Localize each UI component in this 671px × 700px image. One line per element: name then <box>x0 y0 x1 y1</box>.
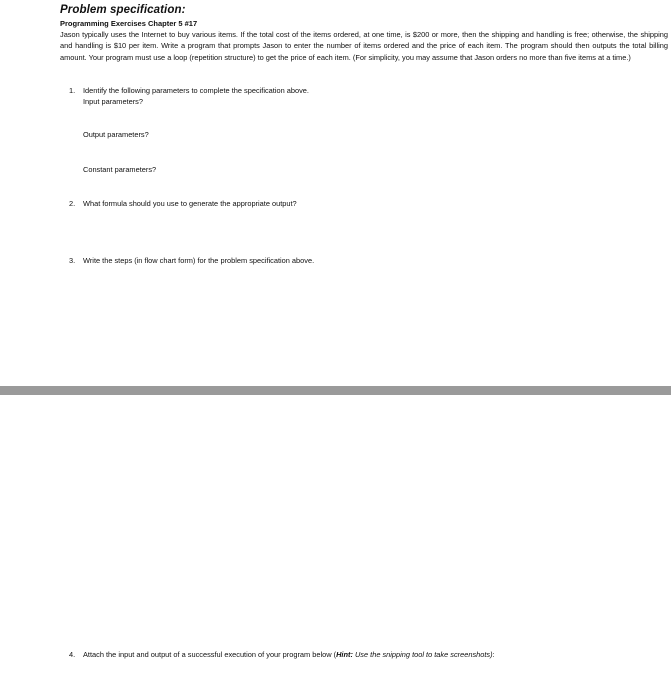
question-1 <box>69 86 659 96</box>
question-3 <box>69 256 659 266</box>
question-2 <box>69 199 659 209</box>
question-4-hint-label: Hint: <box>336 650 353 659</box>
output-parameters-label: Output parameters? <box>83 130 149 139</box>
question-3-number: 3. <box>69 256 76 265</box>
question-3-text: Write the steps (in flow chart form) for the problem specification above. <box>83 256 315 265</box>
question-2-number: 2. <box>69 199 76 208</box>
question-1-text: Identify the following parameters to complete the specification above. <box>83 86 309 95</box>
question-4-number: 4. <box>69 650 76 659</box>
question-2-text: What formula should you use to generate the appropriate output? <box>83 199 297 208</box>
input-parameters-label: Input parameters? <box>83 97 143 106</box>
question-4 <box>69 650 659 660</box>
question-4-text-wrapper <box>83 650 495 660</box>
page-divider <box>0 386 671 395</box>
problem-title: Problem specification: <box>60 4 186 16</box>
question-4-suffix: : <box>492 650 495 659</box>
problem-body: Jason typically uses the Internet to buy various items. If the total cost of the items ordered, at one time, is $200 or more, then the shipping and handling is free; otherwise, the shipping and handling is $10 per item. Write a program that prompts Jason to enter the number of items ordered and the price of each item. The program should then outputs the total billing amount. Your program must use a loop (repetition structure) to get the price of each item. (For simplicity, you may assume that Jason orders no more than five items at a time.) <box>60 30 668 62</box>
problem-subtitle: Programming Exercises Chapter 5 #17 <box>60 19 198 28</box>
constant-parameters-label: Constant parameters? <box>83 165 157 174</box>
question-4-text: Attach the input and output of a successful execution of your program below ( <box>83 650 337 659</box>
question-4-hint-text: Use the snipping tool to take screenshots) <box>352 650 493 659</box>
document-page-2 <box>0 395 671 700</box>
question-1-number: 1. <box>69 86 76 95</box>
